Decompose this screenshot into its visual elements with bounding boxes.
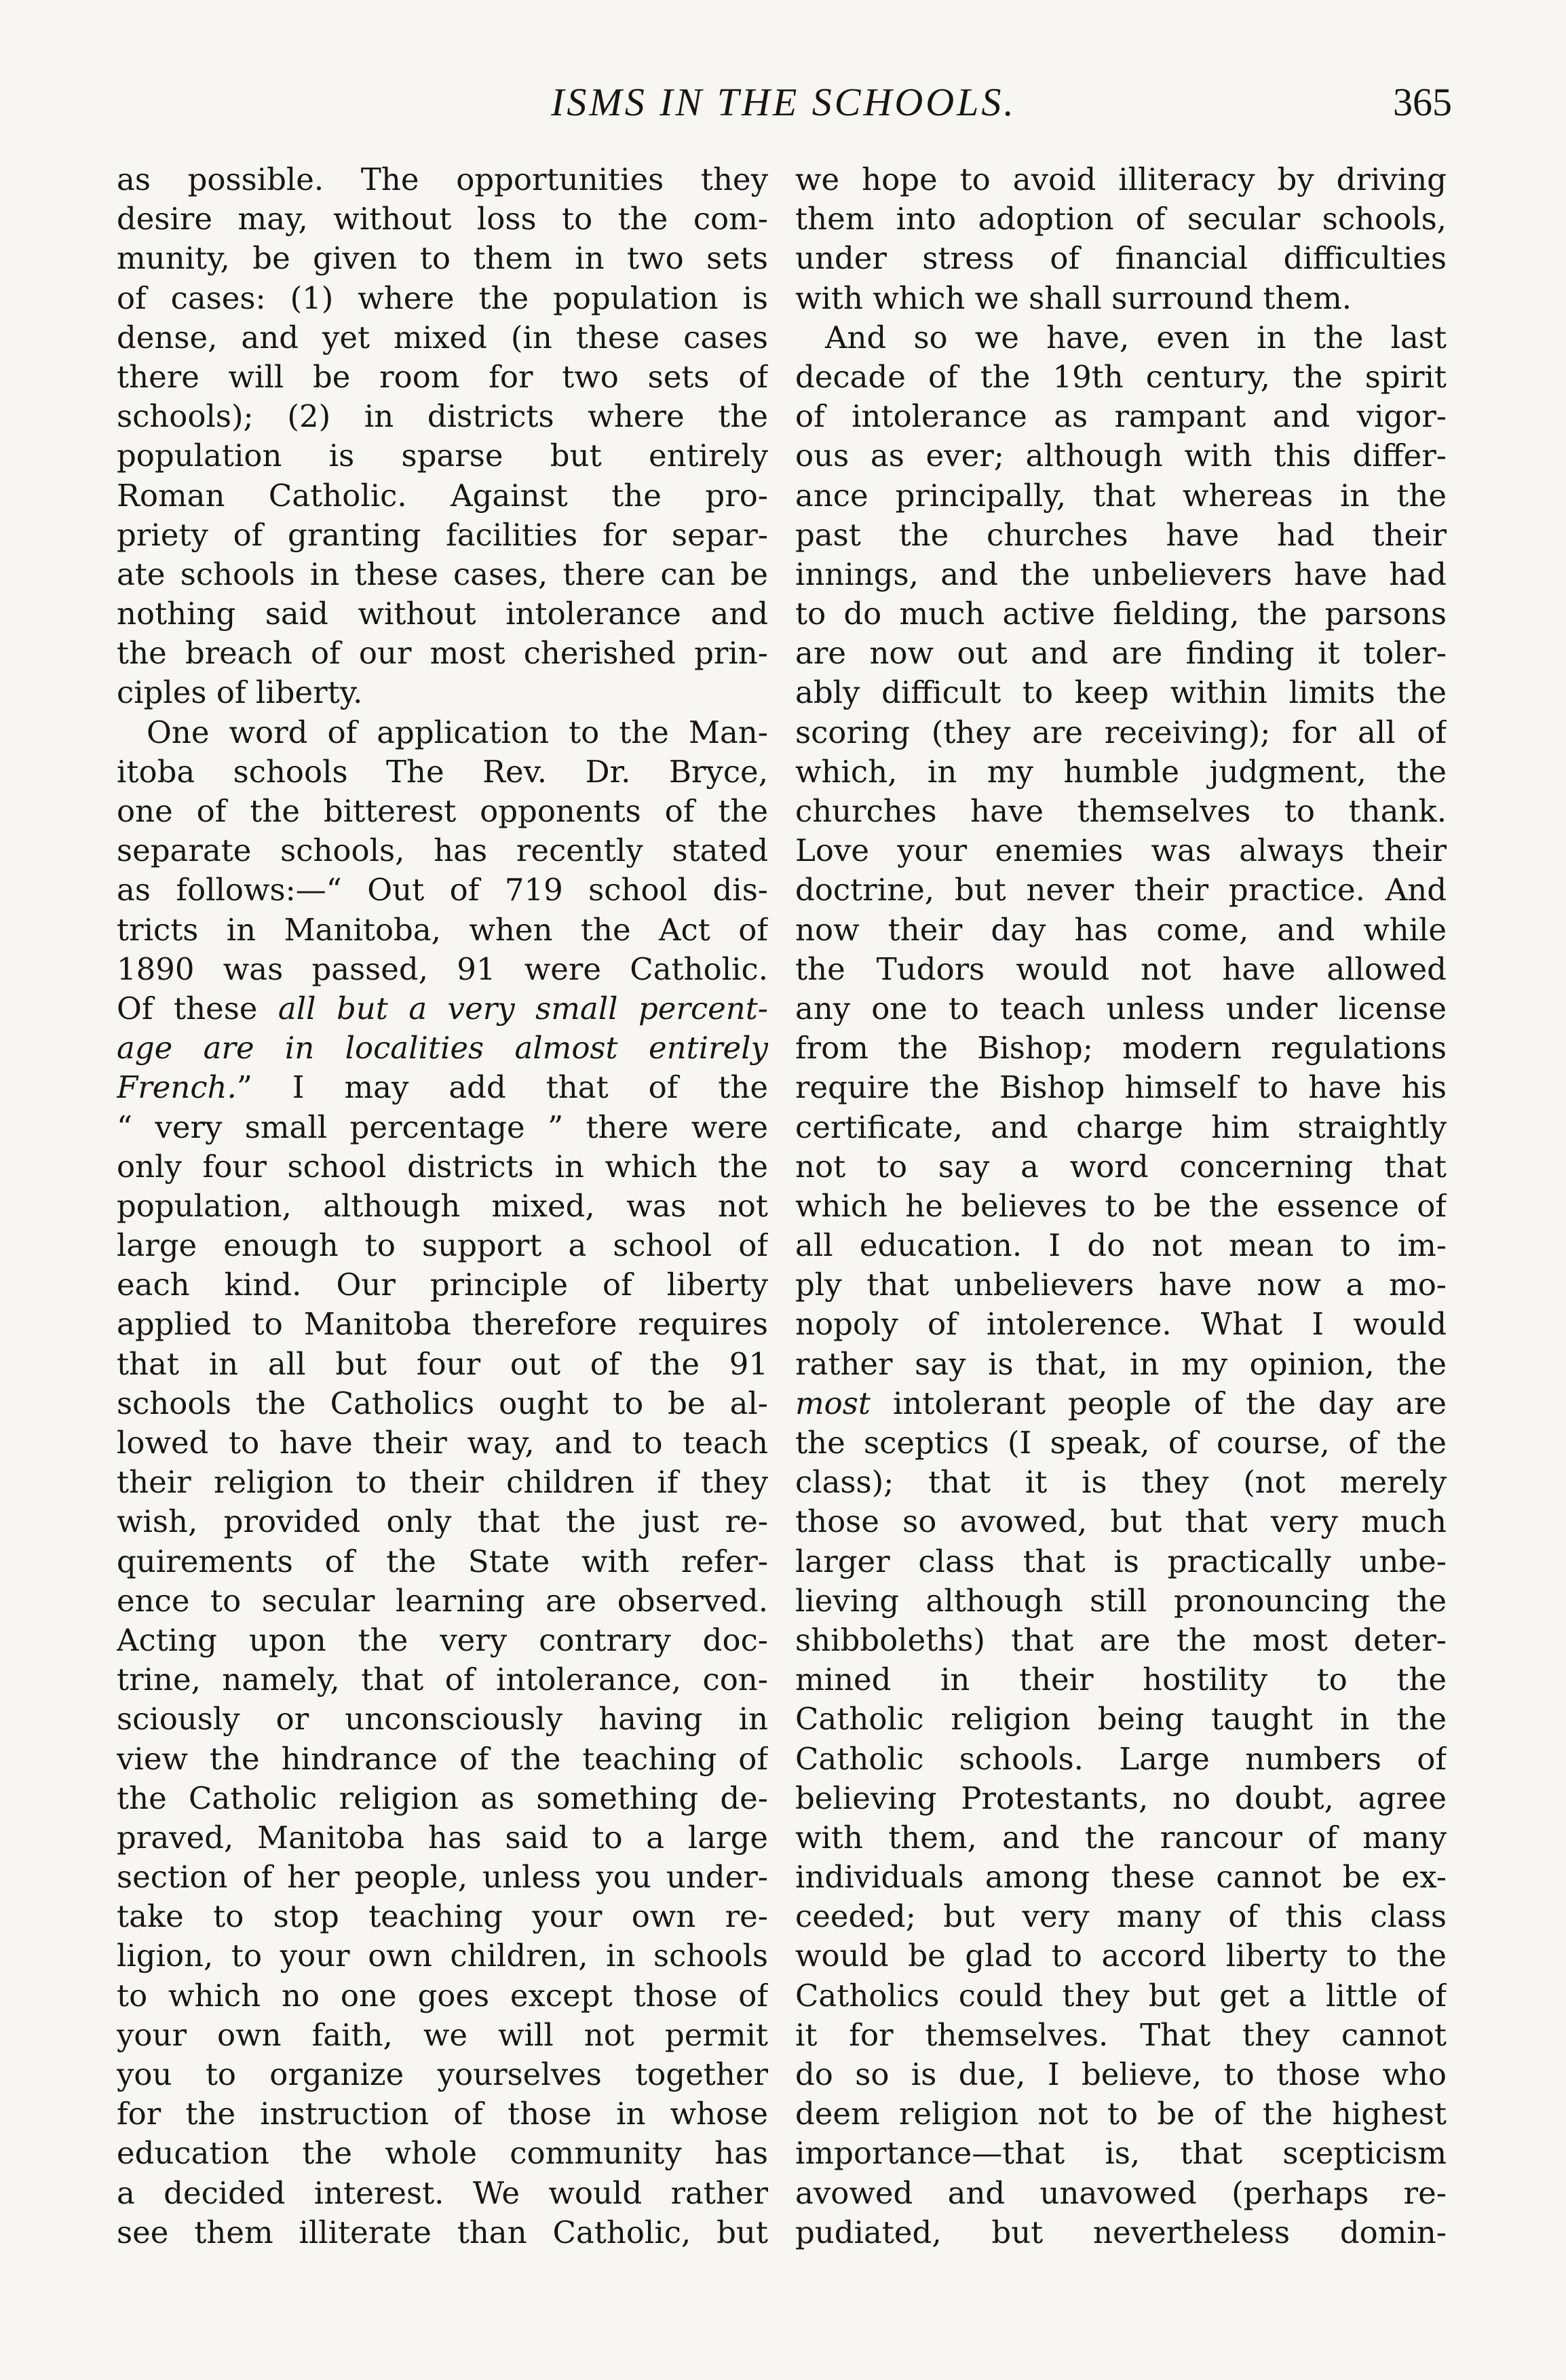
text-line	[795, 1502, 1447, 1541]
line-text: section of her people, unless you under-	[117, 1859, 768, 1896]
line-text: Catholic schools. Large numbers of	[795, 1740, 1447, 1777]
line-text: nothing said without intolerance and	[117, 596, 768, 632]
text-line	[795, 2213, 1447, 2252]
line-text: ous as ever; although with this differ-	[795, 438, 1447, 474]
line-text: Roman Catholic. Against the pro-	[117, 477, 768, 514]
text-line	[117, 594, 768, 634]
line-text: under stress of financial difficulties	[795, 240, 1447, 277]
text-line	[795, 1542, 1447, 1581]
text-line	[117, 1581, 768, 1621]
line-text: priety of granting facilities for separ-	[117, 516, 768, 553]
line-text: view the hindrance of the teaching of	[117, 1740, 768, 1777]
line-text: ” I may add that of the	[236, 1069, 768, 1106]
line-text: Of these	[117, 990, 278, 1026]
line-text: “ very small percentage ” there were	[117, 1109, 768, 1145]
line-text: the breach of our most cherished prin-	[117, 635, 768, 672]
line-text: them into adoption of secular schools,	[795, 201, 1447, 237]
text-line	[795, 1818, 1447, 1858]
line-text: education the whole community has	[117, 2135, 768, 2172]
text-line	[117, 239, 768, 278]
line-text: tricts in Manitoba, when the Act of	[117, 911, 768, 948]
page-number: 365	[1393, 80, 1452, 124]
line-text: desire may, without loss to the com-	[117, 201, 768, 237]
line-text: nopoly of intolerence. What I would	[795, 1306, 1447, 1343]
line-text: shibboleths) that are the most deter-	[795, 1621, 1447, 1658]
line-text: require the Bishop himself to have his	[795, 1069, 1447, 1106]
text-line	[117, 1108, 768, 1147]
line-text: would be glad to accord liberty to the	[795, 1938, 1447, 1974]
line-text: take to stop teaching your own re-	[117, 1898, 768, 1935]
text-line	[117, 1068, 768, 1107]
text-line	[795, 199, 1447, 239]
text-line	[117, 1542, 768, 1581]
line-text: as possible. The opportunities they	[117, 161, 768, 197]
text-line	[795, 1187, 1447, 1226]
text-line	[795, 2134, 1447, 2173]
line-text: certificate, and charge him straightly	[795, 1109, 1447, 1145]
text-line	[117, 1700, 768, 1739]
text-line	[117, 1740, 768, 1779]
line-text: the sceptics (I speak, of course, of the	[795, 1425, 1447, 1461]
text-line	[117, 1187, 768, 1226]
text-line	[117, 555, 768, 594]
line-text: avowed and unavowed (perhaps re-	[795, 2174, 1447, 2211]
text-line	[795, 2016, 1447, 2055]
line-text: doctrine, but never their practice. And	[795, 872, 1447, 908]
text-line	[117, 1858, 768, 1897]
line-text: Catholic religion being taught in the	[795, 1701, 1447, 1738]
text-line	[117, 713, 768, 752]
line-text: see them illiterate than Catholic, but	[117, 2214, 768, 2250]
line-text: innings, and the unbelievers have had	[795, 556, 1447, 592]
line-italic-text: most	[795, 1385, 871, 1421]
line-text: ligion, to your own children, in schools	[117, 1938, 768, 1974]
text-line	[117, 831, 768, 870]
line-text: your own faith, we will not permit	[117, 2016, 768, 2053]
line-text: you to organize yourselves together	[117, 2056, 768, 2092]
line-text: not to say a word concerning that	[795, 1148, 1447, 1185]
text-line	[117, 1976, 768, 2016]
text-line	[795, 2174, 1447, 2213]
running-head	[115, 79, 1452, 126]
text-line	[795, 1936, 1447, 1976]
line-text: separate schools, has recently stated	[117, 832, 768, 869]
line-text: 1890 was passed, 91 were Catholic.	[117, 951, 768, 987]
line-text: lieving although still pronouncing the	[795, 1582, 1447, 1619]
text-line	[117, 1305, 768, 1344]
text-line	[795, 1621, 1447, 1660]
line-text: sciously or unconsciously having in	[117, 1701, 768, 1738]
line-text: of cases: (1) where the population is	[117, 280, 768, 316]
text-line	[795, 160, 1447, 199]
text-line	[117, 2055, 768, 2094]
text-line	[795, 1581, 1447, 1621]
text-line	[795, 989, 1447, 1029]
line-italic-text: French.	[117, 1069, 237, 1106]
line-text: ate schools in these cases, there can be	[117, 556, 768, 592]
text-line	[795, 358, 1447, 397]
text-line	[795, 1068, 1447, 1107]
text-line	[117, 1463, 768, 1502]
text-line	[117, 1502, 768, 1541]
line-text: which, in my humble judgment, the	[795, 753, 1447, 790]
text-line	[795, 1858, 1447, 1897]
text-line	[117, 1818, 768, 1858]
text-line	[117, 279, 768, 318]
line-text: each kind. Our principle of liberty	[117, 1267, 768, 1303]
line-text: deem religion not to be of the highest	[795, 2096, 1447, 2132]
text-line	[795, 1345, 1447, 1384]
text-line	[117, 950, 768, 989]
text-line	[117, 1029, 768, 1068]
text-line	[795, 1029, 1447, 1068]
line-text: applied to Manitoba therefore requires	[117, 1306, 768, 1343]
text-line	[117, 752, 768, 792]
text-line	[117, 199, 768, 239]
text-line	[795, 831, 1447, 870]
line-text: which he believes to be the essence of	[795, 1187, 1447, 1224]
line-text: ence to secular learning are observed.	[117, 1582, 768, 1619]
line-text: one of the bitterest opponents of the	[117, 793, 768, 829]
line-text: population is sparse but entirely	[117, 438, 768, 474]
text-line	[795, 594, 1447, 634]
text-line	[117, 634, 768, 673]
line-text: Acting upon the very contrary doc-	[117, 1621, 768, 1658]
line-text: the Tudors would not have allowed	[795, 951, 1447, 987]
text-line	[795, 1423, 1447, 1463]
text-line	[795, 1740, 1447, 1779]
line-text: And so we have, even in the last	[825, 319, 1447, 356]
line-text: churches have themselves to thank.	[795, 793, 1447, 829]
text-line	[117, 1147, 768, 1187]
line-text: lowed to have their way, and to teach	[117, 1425, 768, 1461]
line-text: ably difficult to keep within limits the	[795, 674, 1447, 711]
line-text: class); that it is they (not merely	[795, 1464, 1447, 1501]
text-line	[117, 1660, 768, 1700]
text-line	[795, 1660, 1447, 1700]
text-line	[117, 792, 768, 831]
text-line	[795, 279, 1447, 318]
text-line	[117, 1897, 768, 1936]
text-line	[795, 397, 1447, 436]
line-text: with which we shall surround them.	[795, 280, 1352, 316]
text-line	[795, 2055, 1447, 2094]
text-line	[795, 1108, 1447, 1147]
text-line	[795, 239, 1447, 278]
text-line	[795, 516, 1447, 555]
text-line	[117, 1779, 768, 1818]
text-line	[117, 1226, 768, 1265]
text-line	[795, 2094, 1447, 2134]
text-line	[795, 1700, 1447, 1739]
text-line	[795, 318, 1447, 358]
text-line	[117, 1345, 768, 1384]
line-text: there will be room for two sets of	[117, 358, 768, 395]
text-line	[795, 1265, 1447, 1305]
text-line	[117, 1384, 768, 1423]
text-line	[795, 1226, 1447, 1265]
line-text: intolerant people of the day are	[870, 1385, 1447, 1421]
line-text: praved, Manitoba has said to a large	[117, 1819, 768, 1856]
line-text: importance—that is, that scepticism	[795, 2135, 1447, 2172]
text-line	[117, 1936, 768, 1976]
line-text: for the instruction of those in whose	[117, 2096, 768, 2132]
text-line	[795, 1463, 1447, 1502]
text-line	[795, 910, 1447, 950]
line-text: as follows:—“ Out of 719 school dis-	[117, 872, 768, 908]
line-text: mined in their hostility to the	[795, 1662, 1447, 1698]
line-text: dense, and yet mixed (in these cases	[117, 319, 768, 356]
text-line	[117, 2174, 768, 2213]
text-line	[795, 1976, 1447, 2016]
line-text: itoba schools The Rev. Dr. Bryce,	[117, 753, 768, 790]
text-line	[117, 476, 768, 516]
line-text: of intolerance as rampant and vigor-	[795, 398, 1447, 435]
text-line	[795, 673, 1447, 712]
line-italic-text: all but a very small percent-	[278, 990, 768, 1026]
text-line	[795, 476, 1447, 516]
line-text: quirements of the State with refer-	[117, 1543, 768, 1579]
line-text: the Catholic religion as something de-	[117, 1780, 768, 1816]
line-text: population, although mixed, was not	[117, 1187, 768, 1224]
line-text: rather say is that, in my opinion, the	[795, 1345, 1447, 1382]
line-text: past the churches have had their	[795, 516, 1447, 553]
line-text: wish, provided only that the just re-	[117, 1503, 768, 1540]
line-text: any one to teach unless under license	[795, 990, 1447, 1026]
line-text: from the Bishop; modern regulations	[795, 1030, 1447, 1067]
line-text: decade of the 19th century, the spirit	[795, 358, 1447, 395]
line-text: scoring (they are receiving); for all of	[795, 714, 1447, 750]
line-text: believing Protestants, no doubt, agree	[795, 1780, 1447, 1816]
line-text: ply that unbelievers have now a mo-	[795, 1267, 1447, 1303]
line-text: all education. I do not mean to im-	[795, 1227, 1447, 1264]
line-text: pudiated, but nevertheless domin-	[795, 2214, 1447, 2250]
text-line	[117, 2016, 768, 2055]
text-line	[795, 950, 1447, 989]
text-line	[795, 752, 1447, 792]
line-italic-text: age are in localities almost entirely	[117, 1030, 768, 1067]
text-line	[117, 160, 768, 199]
line-text: ance principally, that whereas in the	[795, 477, 1447, 514]
line-text: their religion to their children if they	[117, 1464, 768, 1501]
line-text: One word of application to the Man-	[147, 714, 768, 750]
text-line	[117, 516, 768, 555]
text-line	[795, 1384, 1447, 1423]
text-line	[117, 1621, 768, 1660]
text-line	[795, 713, 1447, 752]
text-line	[795, 436, 1447, 476]
text-line	[117, 1265, 768, 1305]
text-line	[795, 555, 1447, 594]
line-text: to do much active fielding, the parsons	[795, 596, 1447, 632]
text-line	[795, 1305, 1447, 1344]
line-text: now their day has come, and while	[795, 911, 1447, 948]
line-text: munity, be given to them in two sets	[117, 240, 768, 277]
text-line	[117, 2134, 768, 2173]
text-line	[117, 1423, 768, 1463]
running-title: ISMS IN THE SCHOOLS.	[551, 80, 1016, 124]
left-text-column	[117, 160, 768, 2318]
text-line	[117, 870, 768, 910]
line-text: large enough to support a school of	[117, 1227, 768, 1264]
line-text: to which no one goes except those of	[117, 1977, 768, 2014]
line-text: it for themselves. That they cannot	[795, 2016, 1447, 2053]
line-text: a decided interest. We would rather	[117, 2174, 768, 2211]
line-text: ciples of liberty.	[117, 674, 363, 711]
text-line	[795, 1147, 1447, 1187]
line-text: ceeded; but very many of this class	[795, 1898, 1447, 1935]
line-text: trine, namely, that of intolerance, con-	[117, 1662, 768, 1698]
line-text: that in all but four out of the 91	[117, 1345, 768, 1382]
text-line	[795, 1897, 1447, 1936]
right-text-column	[795, 160, 1447, 2318]
line-text: individuals among these cannot be ex-	[795, 1859, 1447, 1896]
line-text: larger class that is practically unbe-	[795, 1543, 1447, 1579]
text-line	[117, 2213, 768, 2252]
text-line	[117, 436, 768, 476]
text-line	[117, 318, 768, 358]
line-text: with them, and the rancour of many	[795, 1819, 1447, 1856]
text-line	[117, 910, 768, 950]
line-text: schools); (2) in districts where the	[117, 398, 768, 435]
text-line	[117, 989, 768, 1029]
line-text: only four school districts in which the	[117, 1148, 768, 1185]
text-line	[117, 673, 768, 712]
line-text: do so is due, I believe, to those who	[795, 2056, 1447, 2092]
text-line	[795, 870, 1447, 910]
text-line	[117, 397, 768, 436]
text-line	[117, 2094, 768, 2134]
line-text: we hope to avoid illiteracy by driving	[795, 161, 1447, 197]
text-line	[117, 358, 768, 397]
line-text: schools the Catholics ought to be al-	[117, 1385, 768, 1421]
line-text: are now out and are finding it toler-	[795, 635, 1447, 672]
text-line	[795, 792, 1447, 831]
text-line	[795, 634, 1447, 673]
line-text: Catholics could they but get a little of	[795, 1977, 1447, 2014]
text-line	[795, 1779, 1447, 1818]
line-text: those so avowed, but that very much	[795, 1503, 1447, 1540]
line-text: Love your enemies was always their	[795, 832, 1447, 869]
